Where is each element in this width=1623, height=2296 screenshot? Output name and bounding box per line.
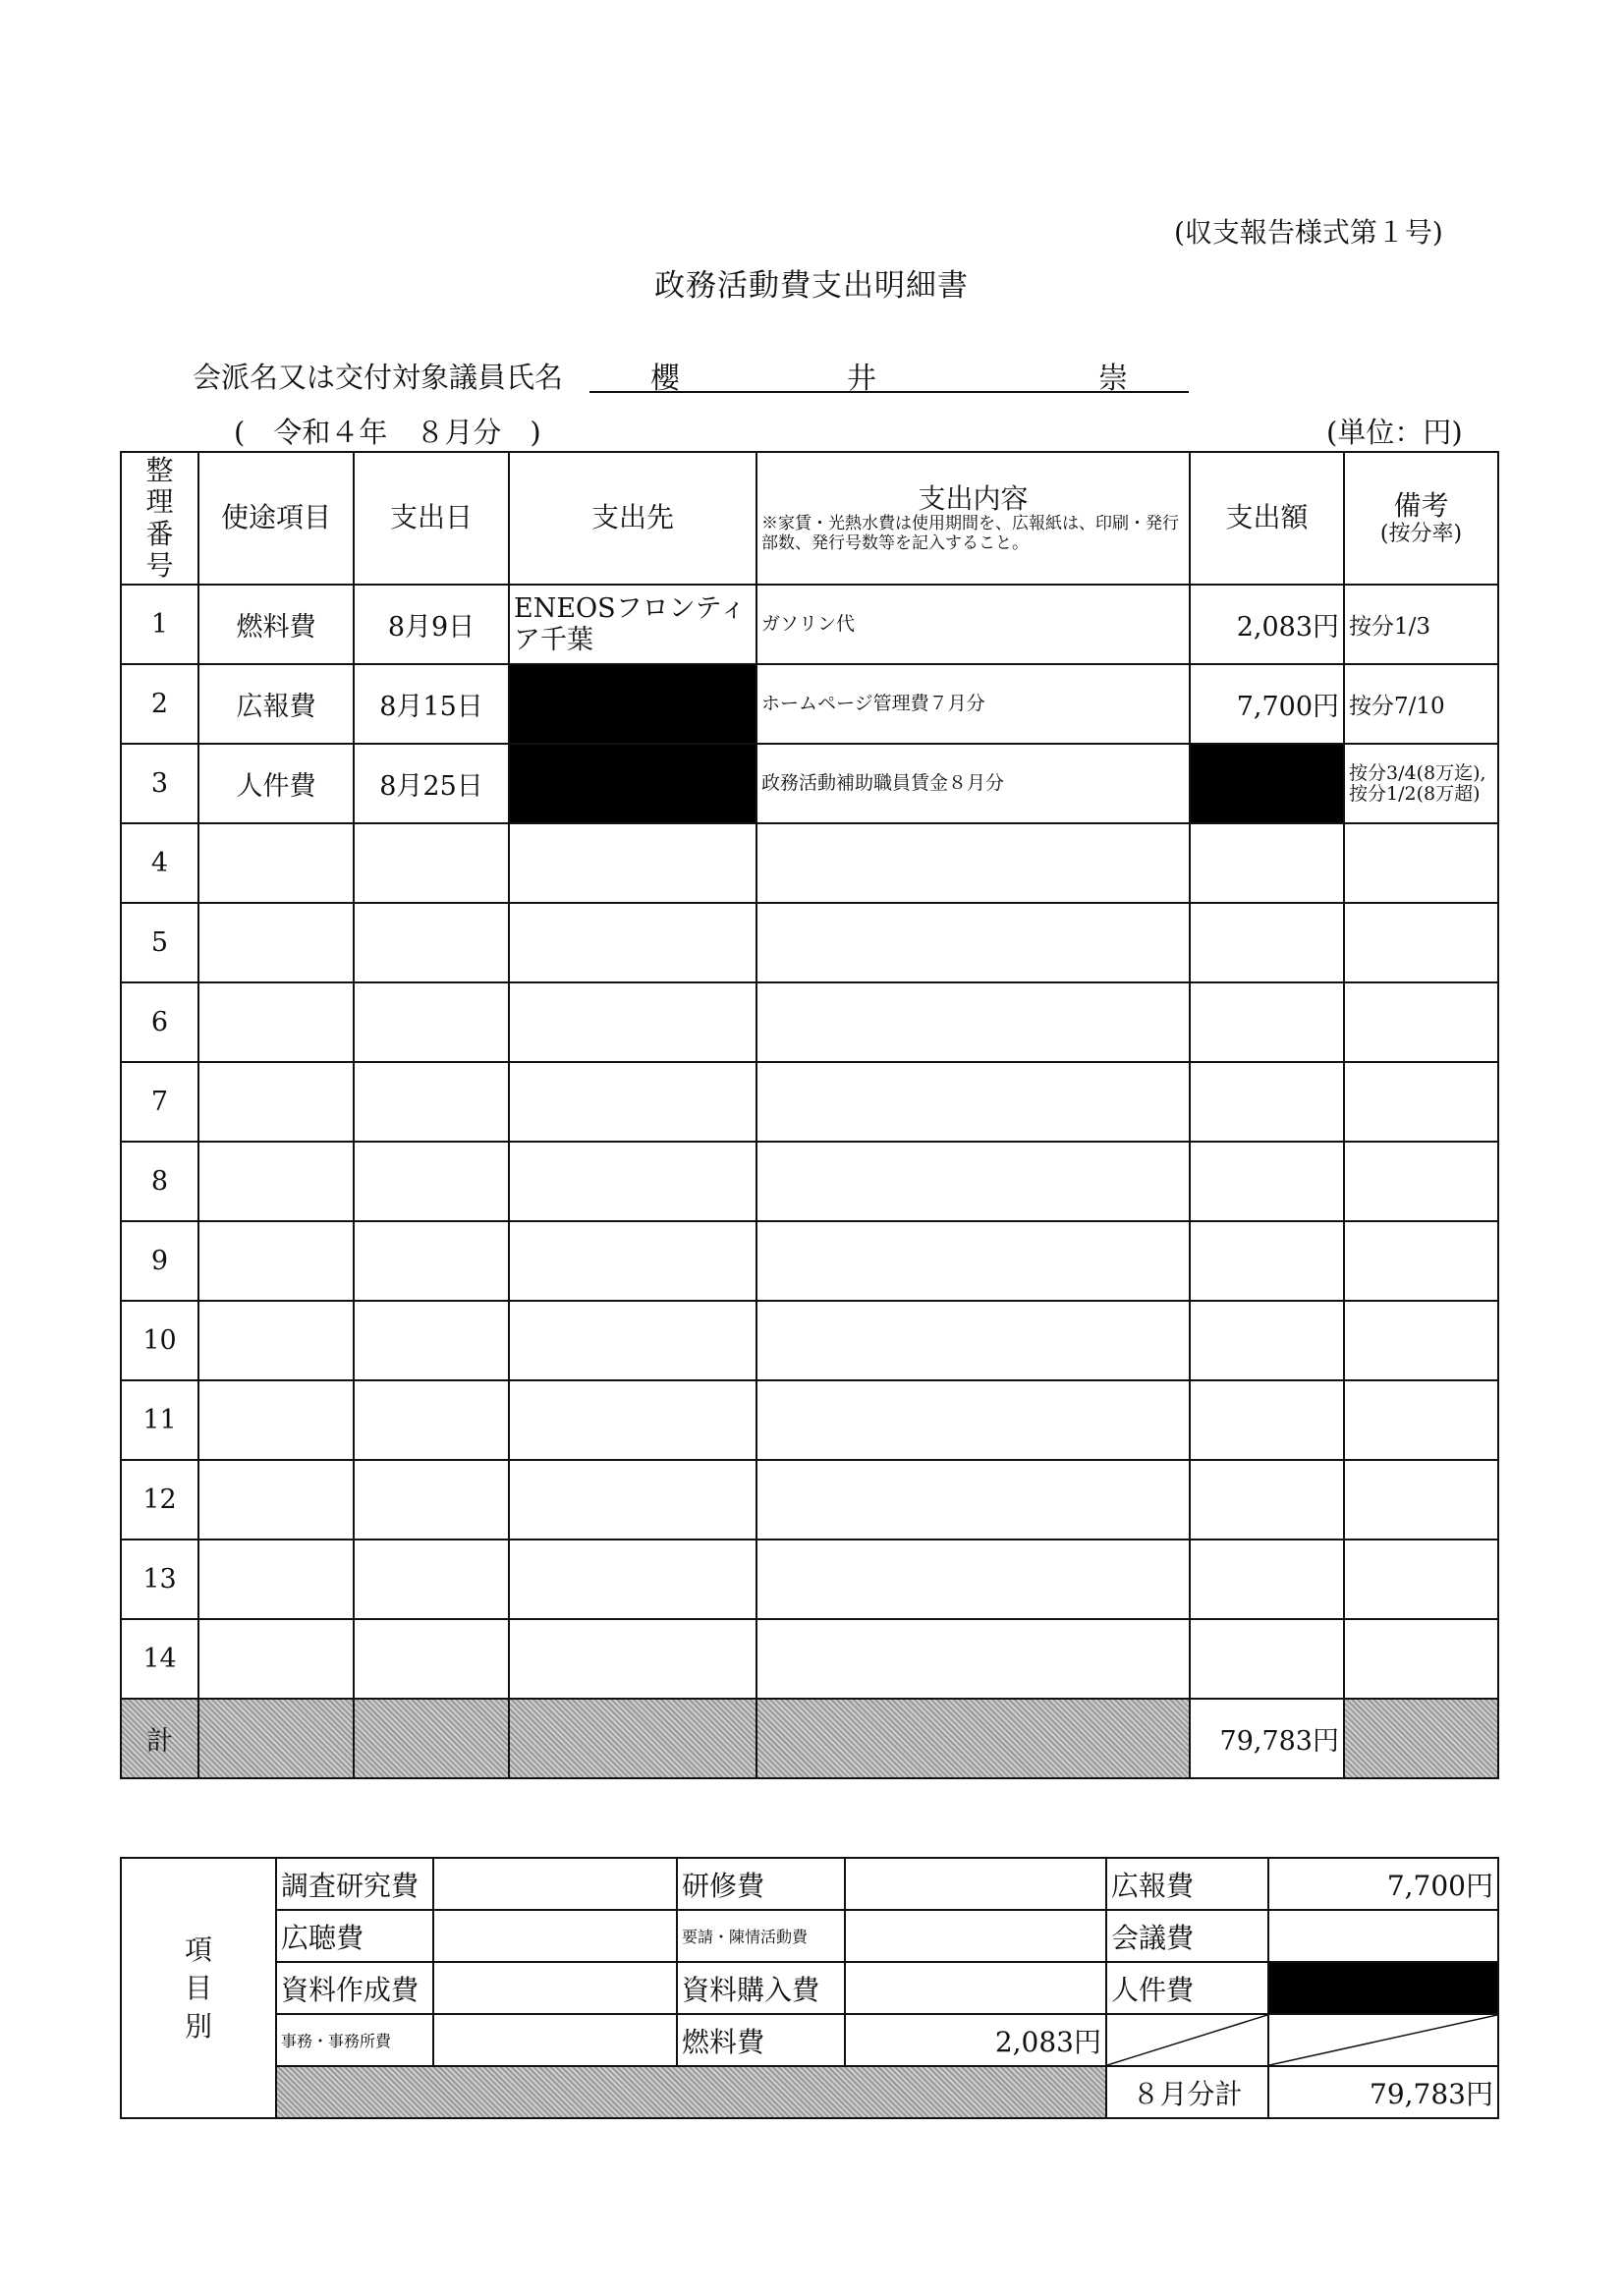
table-row	[121, 1221, 1498, 1301]
label-pr: 広報費	[1106, 1858, 1268, 1910]
row-amount: 2,083円	[1190, 585, 1344, 664]
label-research: 調査研究費	[276, 1858, 433, 1910]
header-remarks	[1344, 452, 1498, 585]
row-no: 7	[121, 1062, 198, 1142]
value-fuel: 2,083円	[845, 2014, 1106, 2066]
total-label: 計	[121, 1699, 198, 1778]
document-title: 政務活動費支出明細書	[654, 268, 969, 304]
diagonal-slash-cell	[1268, 2014, 1498, 2066]
label-office: 事務・事務所費	[276, 2014, 433, 2066]
row-category: 人件費	[198, 744, 354, 823]
row-date: 8月25日	[354, 744, 509, 823]
total-row	[121, 1699, 1498, 1778]
header-content-note: ※家賃・光熱水費は使用期間を、広報紙は、印刷・発行部数、発行号数等を記入すること。	[761, 514, 1179, 553]
row-no: 5	[121, 903, 198, 982]
row-remarks: 按分3/4(8万迄),按分1/2(8万超)	[1344, 744, 1498, 823]
row-payee: ENEOSフロンティア千葉	[509, 585, 756, 664]
table-row	[121, 1380, 1498, 1460]
row-no: 2	[121, 664, 198, 744]
row-no: 14	[121, 1619, 198, 1699]
row-content: ホームページ管理費７月分	[756, 664, 1190, 744]
row-no: 1	[121, 585, 198, 664]
row-no: 8	[121, 1142, 198, 1221]
row-no: 11	[121, 1380, 198, 1460]
header-remarks-title: 備考	[1393, 488, 1449, 522]
header-remarks-sub: (按分率)	[1379, 521, 1463, 546]
table-row	[121, 1460, 1498, 1540]
row-date: 8月15日	[354, 664, 509, 744]
redacted-personnel-amount	[1268, 1962, 1498, 2014]
header-date: 支出日	[354, 452, 509, 585]
row-date: 8月9日	[354, 585, 509, 664]
label-material-purchase: 資料購入費	[677, 1962, 845, 2014]
currency-unit: (単位：円)	[1326, 416, 1463, 449]
table-row	[121, 982, 1498, 1062]
header-row	[121, 452, 1498, 585]
value-month-total: 79,783円	[1268, 2066, 1498, 2118]
label-petition: 要請・陳情活動費	[677, 1910, 845, 1962]
member-label: 会派名又は交付対象議員氏名	[193, 361, 564, 394]
row-category: 燃料費	[198, 585, 354, 664]
member-name-3: 崇	[1098, 362, 1128, 396]
table-row	[121, 744, 1498, 823]
header-content	[756, 452, 1190, 585]
expense-table	[120, 451, 1499, 1779]
row-content: 政務活動補助職員賃金８月分	[756, 744, 1190, 823]
table-row	[121, 1619, 1498, 1699]
table-row	[121, 1301, 1498, 1380]
category-summary-table	[120, 1857, 1499, 2119]
diagonal-slash-cell	[1106, 2014, 1268, 2066]
header-content-title: 支出内容	[918, 481, 1029, 515]
label-personnel: 人件費	[1106, 1962, 1268, 2014]
summary-side-label: 項 目 別	[121, 1858, 276, 2118]
row-category: 広報費	[198, 664, 354, 744]
row-no: 4	[121, 823, 198, 903]
table-row	[121, 664, 1498, 744]
table-row	[121, 1142, 1498, 1221]
header-payee: 支出先	[509, 452, 756, 585]
table-row	[121, 823, 1498, 903]
label-material-creation: 資料作成費	[276, 1962, 433, 2014]
label-month-total: ８月分計	[1106, 2066, 1268, 2118]
label-fuel: 燃料費	[677, 2014, 845, 2066]
header-category: 使途項目	[198, 452, 354, 585]
table-row	[121, 585, 1498, 664]
member-name-1: 櫻	[650, 362, 680, 396]
row-no: 13	[121, 1540, 198, 1619]
shaded-cell	[276, 2066, 1106, 2118]
table-row	[121, 903, 1498, 982]
header-no: 整理番号	[121, 452, 198, 585]
form-number: (収支報告様式第１号)	[1174, 216, 1443, 249]
redacted-payee	[509, 664, 756, 744]
label-meeting: 会議費	[1106, 1910, 1268, 1962]
header-amount: 支出額	[1190, 452, 1344, 585]
redacted-payee	[509, 744, 756, 823]
label-hearing: 広聴費	[276, 1910, 433, 1962]
row-amount: 7,700円	[1190, 664, 1344, 744]
row-content: ガソリン代	[756, 585, 1190, 664]
member-name-2: 井	[847, 362, 876, 396]
row-no: 3	[121, 744, 198, 823]
row-remarks: 按分1/3	[1344, 585, 1498, 664]
row-remarks: 按分7/10	[1344, 664, 1498, 744]
redacted-amount	[1190, 744, 1344, 823]
total-amount: 79,783円	[1190, 1699, 1344, 1778]
table-row	[121, 1062, 1498, 1142]
table-row	[121, 1540, 1498, 1619]
row-no: 10	[121, 1301, 198, 1380]
value-pr: 7,700円	[1268, 1858, 1498, 1910]
row-no: 6	[121, 982, 198, 1062]
row-no: 9	[121, 1221, 198, 1301]
label-training: 研修費	[677, 1858, 845, 1910]
report-period: ( 令和４年 ８月分 )	[234, 416, 541, 449]
row-no: 12	[121, 1460, 198, 1540]
